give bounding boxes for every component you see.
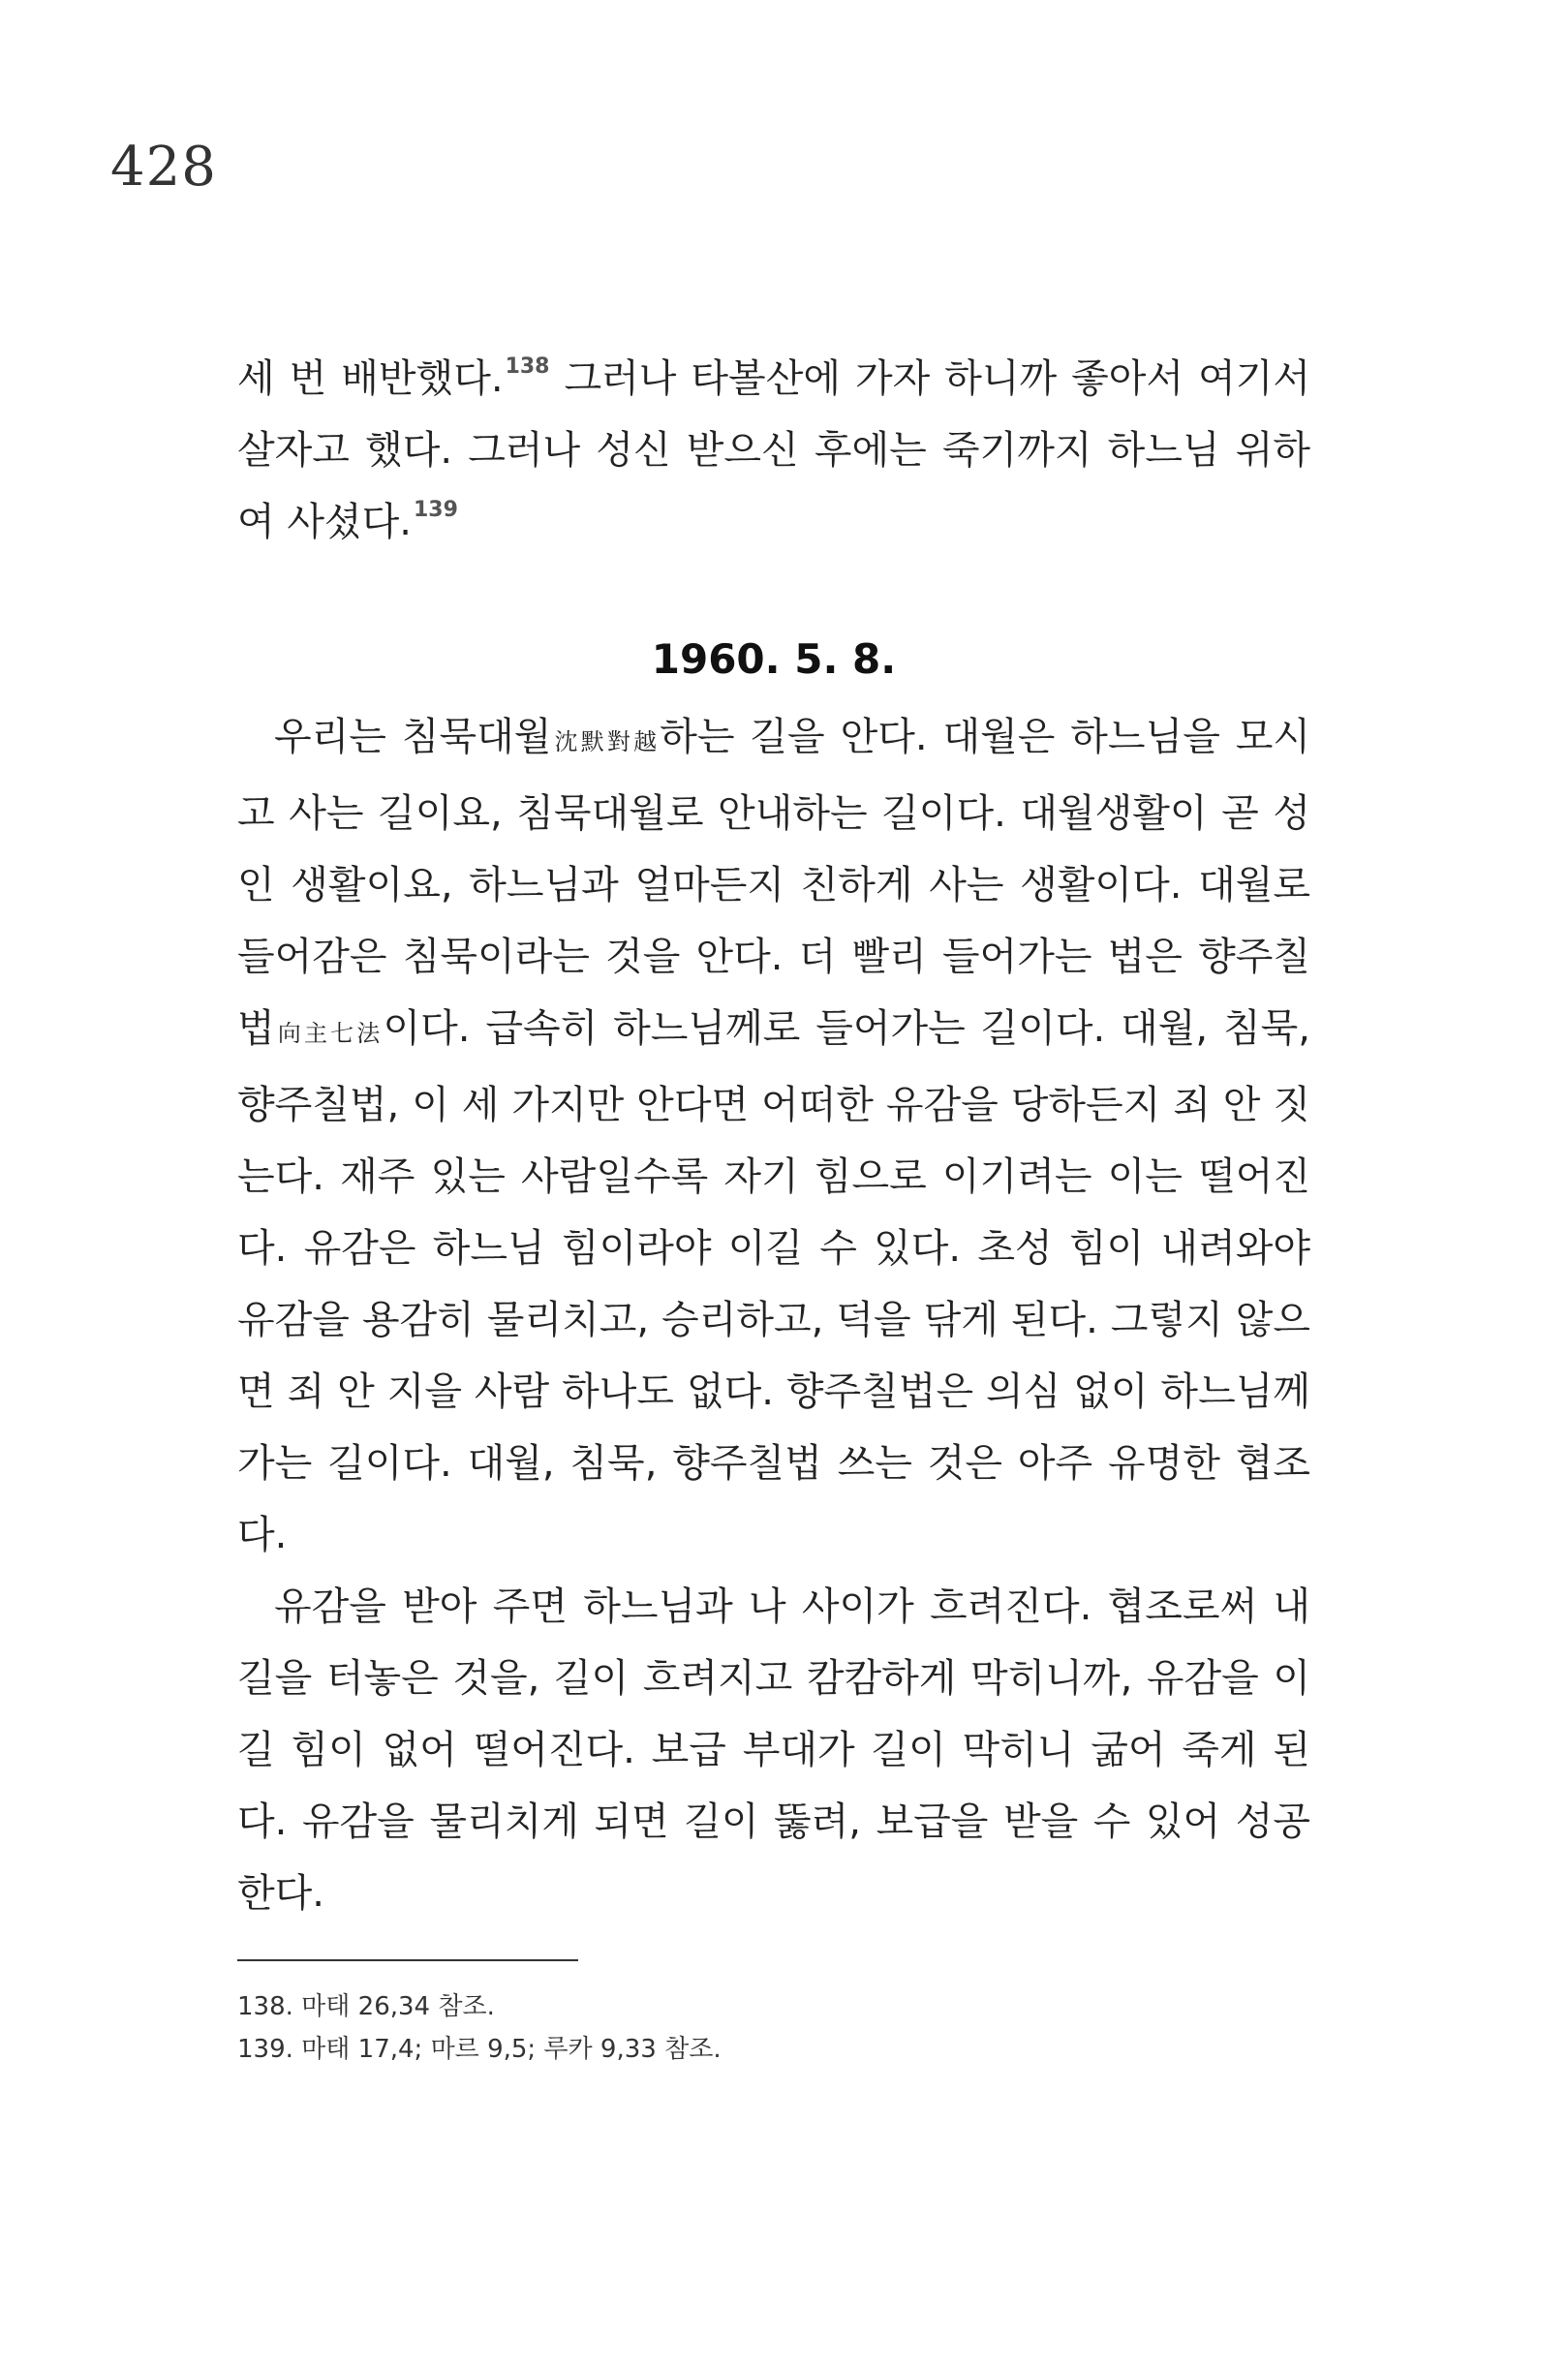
body-paragraph-2: 유감을 받아 주면 하느님과 나 사이가 흐려진다. 협조로써 내 길을 터놓은 것을, 길이 흐려지고 캄캄하게 막히니까, 유감을 이길 힘이 없어 떨어진다. 보급 부대가 길이 막히니 굶어 죽게 된다. 유감을 물리치게 되면 길이 뚫려, 보급을 받을 수 있어 성공한다. xyxy=(237,1584,1310,1916)
footnote-reference-139: 139 xyxy=(414,498,458,523)
footnotes xyxy=(237,1985,1310,2071)
lead-paragraph xyxy=(237,343,1310,558)
body-paragraph-1-text-3: 이다. 급속히 하느님께로 들어가는 길이다. 대월, 침묵, 향주칠법, 이 세 가지만 안다면 어떠한 유감을 당하든지 죄 안 짓는다. 재주 있는 사람일수록 자기 힘으로 이기려는 이는 떨어진다. 유감은 하느님 힘이라야 이길 수 있다. 초성 힘이 내려와야 유감을 용감히 물리치고, 승리하고, 덕을 닦게 된다. 그렇지 않으면 죄 안 지을 사람 하나도 없다. 향주칠법은 의심 없이 하느님께 가는 길이다. 대월, 침묵, 향주칠법 쓰는 것은 아주 유명한 협조다. xyxy=(237,1006,1311,1557)
footnote-139: 139. 마태 17,4; 마르 9,5; 루카 9,33 참조. xyxy=(237,2035,722,2064)
page-number: 428 xyxy=(110,136,217,199)
hanja-annotation-2: 向主七法 xyxy=(274,1020,384,1047)
lead-paragraph-text-1: 세 번 배반했다. xyxy=(237,356,504,401)
footnote-divider xyxy=(237,1959,578,1961)
footnote-138: 138. 마태 26,34 참조. xyxy=(237,1992,495,2021)
body-paragraph-1 xyxy=(237,701,1310,1571)
lead-paragraph-block xyxy=(237,343,1310,558)
section-date-heading: 1960. 5. 8. xyxy=(651,635,897,683)
footnote-reference-138: 138 xyxy=(505,354,550,380)
section-body xyxy=(237,701,1310,1929)
body-paragraph-1-text-2: 하는 길을 안다. 대월은 하느님을 모시고 사는 길이요, 침묵대월로 안내하는 길이다. 대월생활이 곧 성인 생활이요, 하느님과 얼마든지 친하게 사는 생활이다. 대월로 들어감은 침묵이라는 것을 안다. 더 빨리 들어가는 법은 향주칠법 xyxy=(237,715,1311,1051)
lead-paragraph-text-2: 그러나 타볼산에 가자 하니까 좋아서 여기서 살자고 했다. 그러나 성신 받으신 후에는 죽기까지 하느님 위하여 사셨다. xyxy=(237,356,1311,544)
hanja-annotation-1: 沈默對越 xyxy=(551,728,661,755)
body-paragraph-1-text-1: 우리는 침묵대월 xyxy=(274,715,552,759)
